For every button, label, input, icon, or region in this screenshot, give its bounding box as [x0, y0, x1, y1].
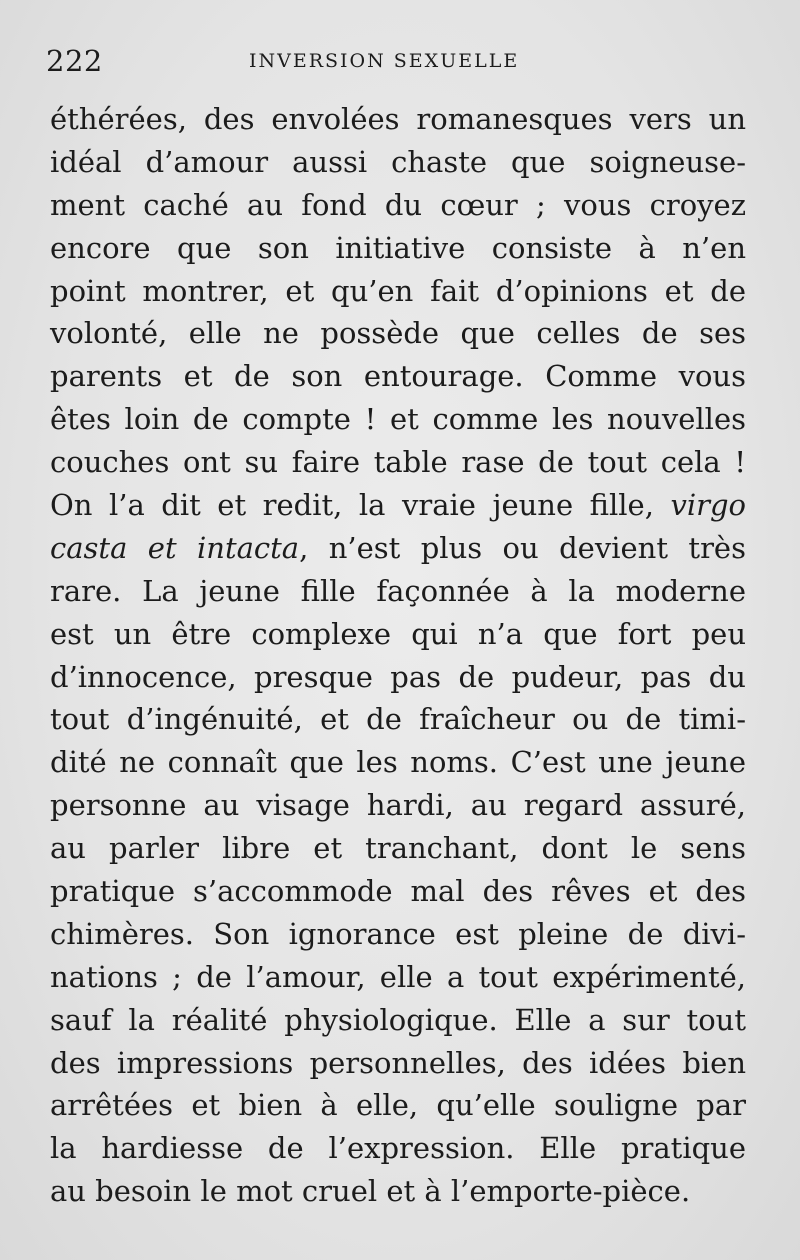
text-line: volonté, elle ne possède que celles de ses [50, 316, 746, 351]
text-line: parents et de son entourage. Comme vous [50, 359, 746, 394]
roman-text: On l’a dit et redit, la vraie jeune fille, [50, 488, 671, 523]
text-line: êtes loin de compte ! et comme les nouvelles [50, 402, 746, 437]
text-line: couches ont su faire table rase de tout cela ! [50, 445, 746, 480]
text-line: sauf la réalité physiologique. Elle a sur tout [50, 1002, 746, 1037]
text-line: au parler libre et tranchant, dont le sens [50, 831, 746, 866]
running-title: INVERSION SEXUELLE [249, 50, 520, 72]
text-line: tout d’ingénuité, et de fraîcheur ou de timi- [50, 702, 746, 737]
text-line: des impressions personnelles, des idées bien [50, 1045, 746, 1080]
italic-text: casta et intacta [50, 530, 300, 565]
roman-text: , n’est plus ou devient très [299, 530, 746, 565]
text-line: la hardiesse de l’expression. Elle pratique [50, 1131, 746, 1166]
text-line: est un être complexe qui n’a que fort peu [50, 616, 746, 651]
text-line: d’innocence, presque pas de pudeur, pas du [50, 659, 746, 694]
text-line-with-italic [50, 527, 746, 570]
text-line: encore que son initiative consiste à n’en [50, 230, 746, 265]
text-line: arrêtées et bien à elle, qu’elle souligne par [50, 1088, 746, 1123]
text-line: pratique s’accommode mal des rêves et des [50, 874, 746, 909]
text-line: personne au visage hardi, au regard assuré, [50, 788, 746, 823]
text-line-last: au besoin le mot cruel et à l’emporte-pièce. [50, 1174, 691, 1209]
text-line: rare. La jeune fille façonnée à la moderne [50, 573, 746, 608]
body-text [50, 98, 746, 1213]
text-line: point montrer, et qu’en fait d’opinions et de [50, 273, 746, 308]
running-head [46, 44, 746, 78]
text-line: idéal d’amour aussi chaste que soigneuse- [50, 144, 746, 179]
text-line: ment caché au fond du cœur ; vous croyez [50, 187, 746, 222]
italic-text: virgo [670, 488, 746, 523]
text-line: chimères. Son ignorance est pleine de divi- [50, 916, 746, 951]
text-line-with-italic [50, 484, 746, 527]
page-number: 222 [46, 44, 103, 78]
text-line: éthérées, des envolées romanesques vers un [50, 102, 746, 136]
text-line: nations ; de l’amour, elle a tout expérimenté, [50, 959, 746, 994]
text-line: dité ne connaît que les noms. C’est une jeune [50, 745, 746, 780]
